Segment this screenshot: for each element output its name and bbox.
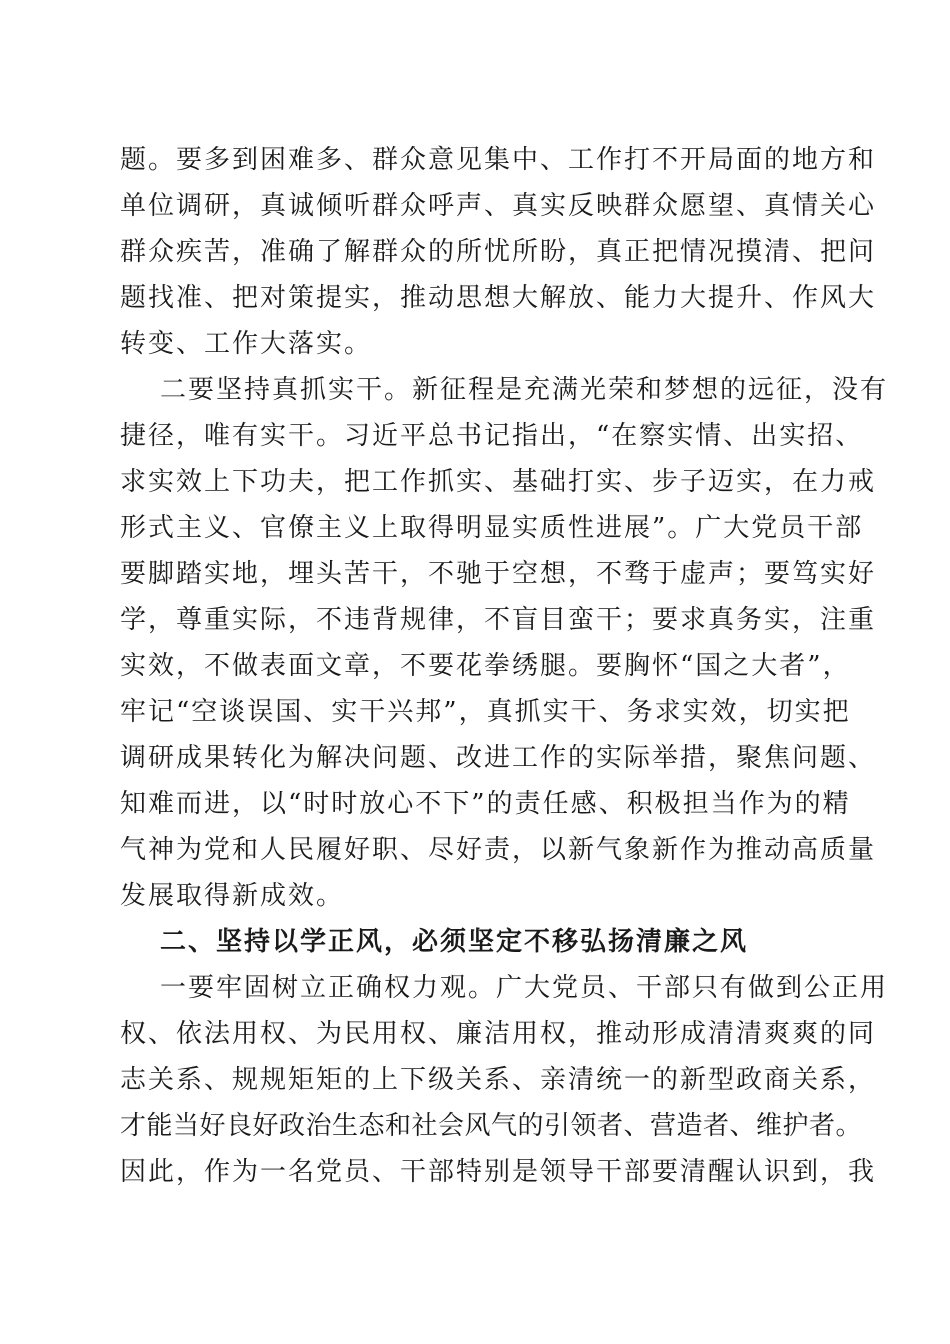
text-line: 题找准、把对策提实，推动思想大解放、能力大提升、作风大 xyxy=(120,283,877,313)
text-line: 形式主义、官僚主义上取得明显实质性进展”。广大党员干部 xyxy=(120,513,864,543)
text-line: 单位调研，真诚倾听群众呼声、真实反映群众愿望、真情关心 xyxy=(120,191,877,221)
paragraph-start: 二要坚持真抓实干。新征程是充满光荣和梦想的远征，没有 xyxy=(160,375,889,405)
text-line: 捷径，唯有实干。习近平总书记指出，“在察实情、出实招、 xyxy=(120,421,864,451)
text-line: 调研成果转化为解决问题、改进工作的实际举措，聚焦问题、 xyxy=(120,743,877,773)
text-line: 才能当好良好政治生态和社会风气的引领者、营造者、维护者。 xyxy=(120,1111,863,1141)
text-line: 因此，作为一名党员、干部特别是领导干部要清醒认识到，我 xyxy=(120,1157,877,1187)
text-line: 牢记“空谈误国、实干兴邦”，真抓实干、务求实效，切实把 xyxy=(120,697,851,727)
text-line: 学，尊重实际，不违背规律，不盲目蛮干；要求真务实，注重 xyxy=(120,605,877,635)
text-line: 实效，不做表面文章，不要花拳绣腿。要胸怀“国之大者”， xyxy=(120,651,851,681)
text-line: 求实效上下功夫，把工作抓实、基础打实、步子迈实，在力戒 xyxy=(120,467,877,497)
text-line: 转变、工作大落实。 xyxy=(120,329,373,359)
paragraph-start: 一要牢固树立正确权力观。广大党员、干部只有做到公正用 xyxy=(160,973,889,1003)
text-line: 知难而进，以“时时放心不下”的责任感、积极担当作为的精 xyxy=(120,789,851,819)
section-heading: 二、坚持以学正风，必须坚定不移弘扬清廉之风 xyxy=(160,927,749,957)
text-line: 发展取得新成效。 xyxy=(120,881,345,911)
text-line: 题。要多到困难多、群众意见集中、工作打不开局面的地方和 xyxy=(120,145,877,175)
text-line: 气神为党和人民履好职、尽好责，以新气象新作为推动高质量 xyxy=(120,835,877,865)
text-line: 志关系、规规矩矩的上下级关系、亲清统一的新型政商关系， xyxy=(120,1065,877,1095)
text-line: 群众疾苦，准确了解群众的所忧所盼，真正把情况摸清、把问 xyxy=(120,237,877,267)
text-line: 要脚踏实地，埋头苦干，不驰于空想，不骛于虚声；要笃实好 xyxy=(120,559,877,589)
text-line: 权、依法用权、为民用权、廉洁用权，推动形成清清爽爽的同 xyxy=(120,1019,877,1049)
